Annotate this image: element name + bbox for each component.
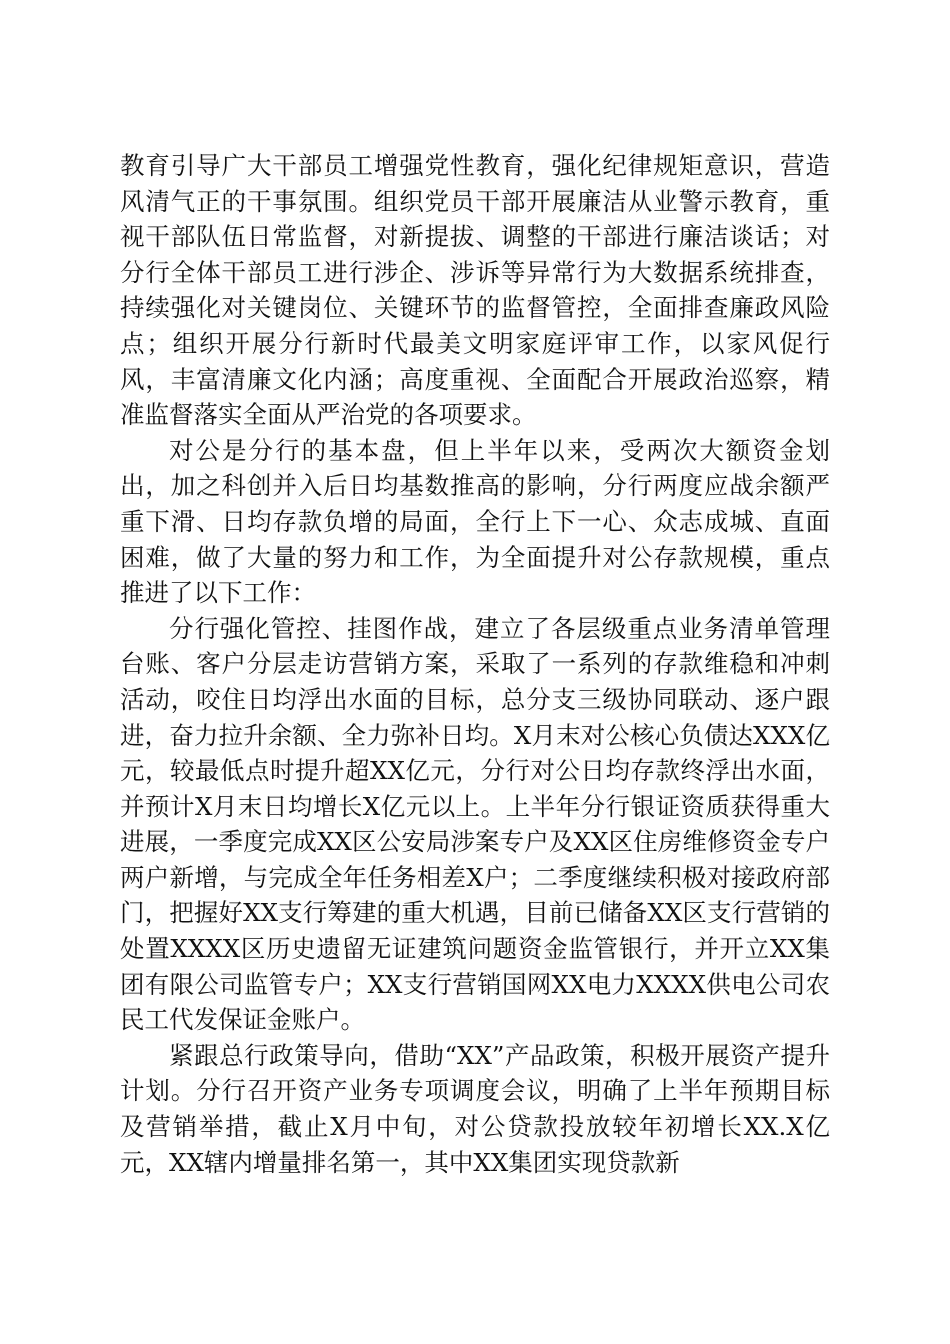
paragraph-branch-control: 分行强化管控、挂图作战，建立了各层级重点业务清单管理台账、客户分层走访营销方案，采取了一系列的存款维稳和冲刺活动，咬住日均浮出水面的目标，总分支三级协同联动、逐户跟进，奋力拉升余额、全力弥补日均。X月末对公核心负债达XXX亿元，较最低点时提升超XX亿元，分行对公日均存款终浮出水面，并预计X月末日均增长X亿元以上。上半年分行银证资质获得重大进展，一季度完成XX区公安局涉案专户及XX区住房维修资金专户两户新增，与完成全年任务相差X户；二季度继续积极对接政府部门，把握好XX支行筹建的重大机遇，目前已储备XX区支行营销的处置XXXX区历史遗留无证建筑问题资金监管银行，并开立XX集团有限公司监管专户；XX支行营销国网XX电力XXXX供电公司农民工代发保证金账户。 [120,613,830,1035]
paragraph-continuation: 教育引导广大干部员工增强党性教育，强化纪律规矩意识，营造风清气正的干事氛围。组织党员干部开展廉洁从业警示教育，重视干部队伍日常监督，对新提拔、调整的干部进行廉洁谈话；对分行全体干部员工进行涉企、涉诉等异常行为大数据系统排查，持续强化对关键岗位、关键环节的监督管控，全面排查廉政风险点；组织开展分行新时代最美文明家庭评审工作，以家风促行风，丰富清廉文化内涵；高度重视、全面配合开展政治巡察，精准监督落实全面从严治党的各项要求。 [120,151,830,430]
paragraph-corporate-deposits: 对公是分行的基本盘，但上半年以来，受两次大额资金划出，加之科创并入后日均基数推高的影响，分行两度应战余额严重下滑、日均存款负增的局面，全行上下一心、众志成城、直面困难，做了大量的努力和工作，为全面提升对公存款规模，重点推进了以下工作： [120,435,830,608]
document-body [120,148,830,1180]
paragraph-asset-promotion: 紧跟总行政策导向，借助“XX”产品政策，积极开展资产提升计划。分行召开资产业务专项调度会议，明确了上半年预期目标及营销举措，截止X月中旬，对公贷款投放较年初增长XX.X亿元，XX辖内增量排名第一，其中XX集团实现贷款新 [120,1040,830,1177]
